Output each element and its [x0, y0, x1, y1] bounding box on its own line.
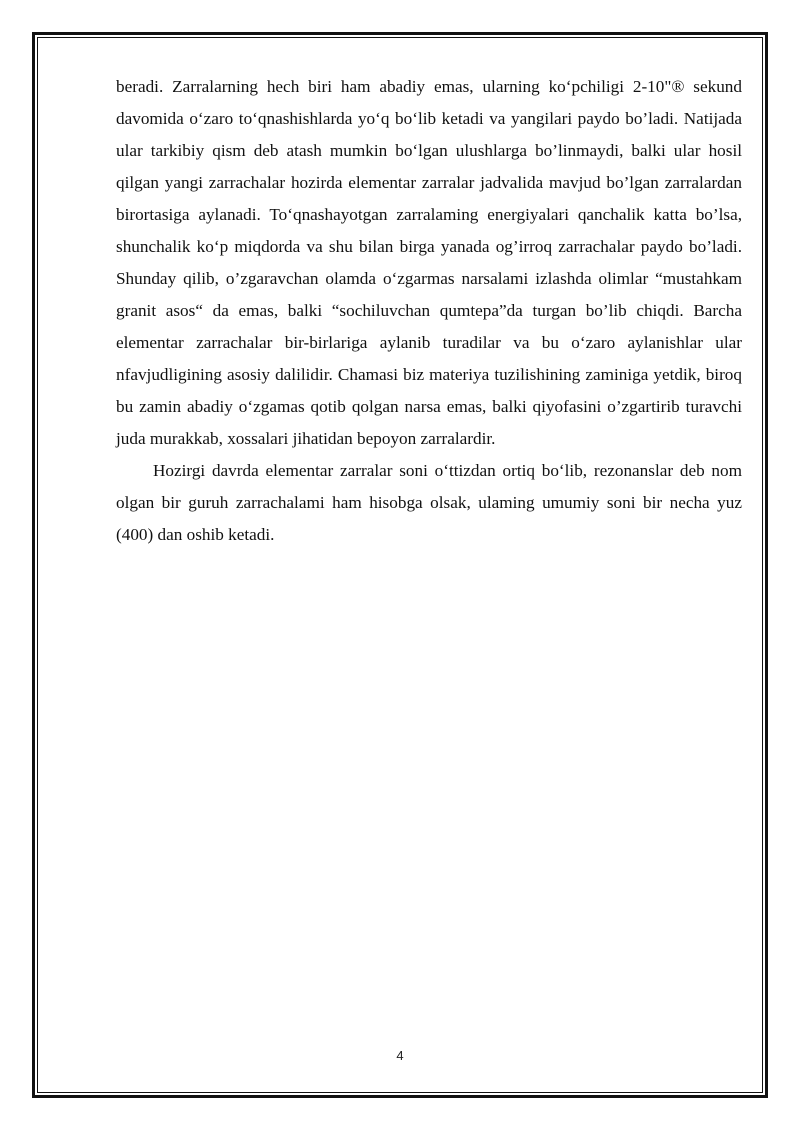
page-number: 4: [396, 1048, 404, 1063]
document-body: [116, 71, 742, 551]
paragraph-continuation: beradi. Zarralarning hech biri ham abadiy emas, ularning ko‘pchiligi 2-10"® sekund davomida o‘zaro to‘qnashishlarda yo‘q bo‘lib ketadi va yangilari paydo bo’ladi. Natijada ular tarkibiy qism deb atash mumkin bo‘lgan ulushlarga bo’linmaydi, balki ular hosil qilgan yangi zarrachalar hozirda elementar zarralar jadvalida mavjud bo’lgan zarralardan birortasiga aylanadi. To‘qnashayotgan zarralaming energiyalari qanchalik katta bo’lsa, shunchalik ko‘p miqdorda va shu bilan birga yanada og’irroq zarrachalar paydo bo’ladi. Shunday qilib, o’zgaravchan olamda o‘zgarmas narsalami izlashda olimlar “mustahkam granit asos“ da emas, balki “sochiluvchan qumtepa”da turgan bo’lib chiqdi. Barcha elementar zarrachalar bir-birlariga aylanib turadilar va bu o‘zaro aylanishlar ular nfavjudligining asosiy dalilidir. Chamasi biz materiya tuzilishining zaminiga yetdik, biroq bu zamin abadiy o‘zgamas qotib qolgan narsa emas, balki qiyofasini o’zgartirib turavchi juda murakkab, xossalari jihatidan bepoyon zarralardir.: [116, 77, 742, 448]
paragraph-elementary-particles-count: Hozirgi davrda elementar zarralar soni o‘ttizdan ortiq bo‘lib, rezonanslar deb nom olgan bir guruh zarrachalami ham hisobga olsak, ulaming umumiy soni bir necha yuz (400) dan oshib ketadi.: [116, 461, 742, 544]
